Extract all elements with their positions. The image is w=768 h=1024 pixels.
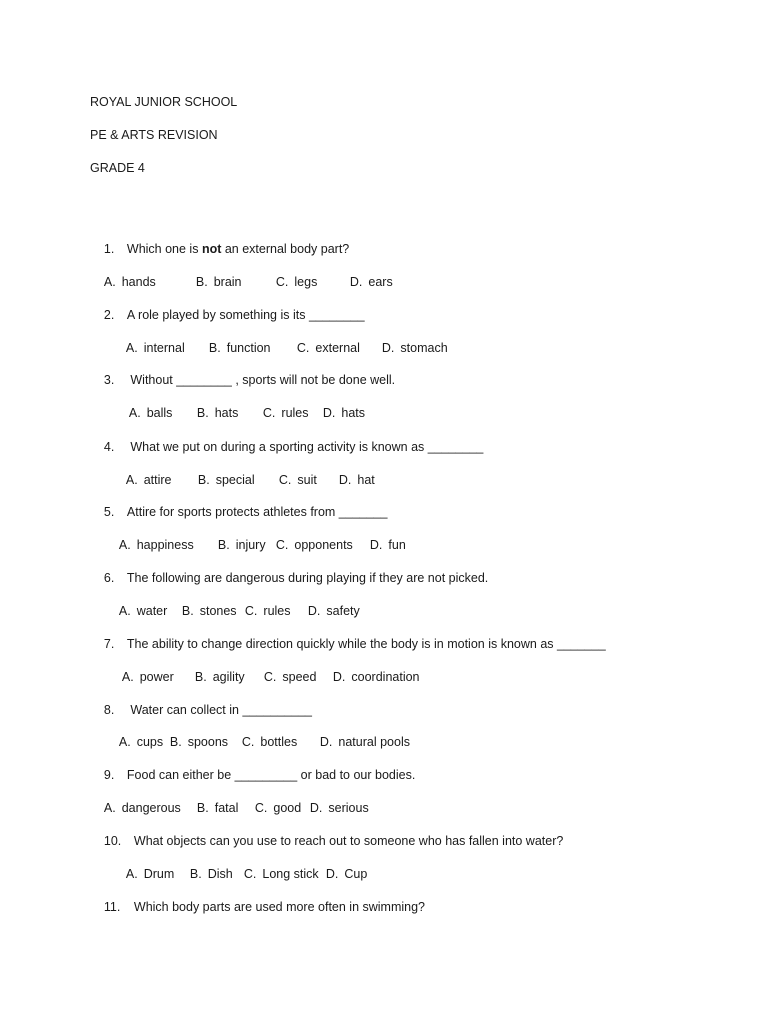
text-segment: ears bbox=[368, 275, 393, 289]
option-letter: C. bbox=[262, 406, 276, 420]
option-c bbox=[279, 472, 339, 488]
text-segment: natural pools bbox=[338, 735, 410, 749]
option-d bbox=[339, 472, 375, 488]
text-segment: function bbox=[226, 341, 271, 355]
option-b bbox=[182, 603, 245, 619]
text-segment: power bbox=[139, 670, 174, 684]
text-segment: Dish bbox=[207, 867, 233, 881]
text-segment: The ability to change direction quickly while the body is in motion is known as _______ bbox=[126, 637, 606, 651]
question-number: 6. bbox=[103, 571, 115, 585]
option-letter: D. bbox=[338, 473, 352, 487]
option-letter: B. bbox=[195, 275, 208, 289]
text-segment: hands bbox=[121, 275, 156, 289]
option-d bbox=[326, 866, 367, 882]
option-letter: D. bbox=[349, 275, 363, 289]
text-segment: an external body part? bbox=[221, 242, 350, 256]
option-b bbox=[196, 274, 276, 290]
text-segment: Long stick bbox=[262, 867, 319, 881]
question-number: 9. bbox=[103, 768, 115, 782]
text-segment: speed bbox=[282, 670, 317, 684]
option-d bbox=[310, 800, 369, 816]
option-c bbox=[297, 340, 382, 356]
option-b bbox=[198, 472, 279, 488]
text-segment: special bbox=[215, 473, 255, 487]
text-segment: serious bbox=[328, 801, 369, 815]
option-letter: B. bbox=[208, 341, 221, 355]
option-a bbox=[126, 866, 190, 882]
option-letter: C. bbox=[241, 735, 255, 749]
text-segment: bottles bbox=[260, 735, 298, 749]
option-a bbox=[119, 537, 218, 553]
option-letter: D. bbox=[309, 801, 323, 815]
text-segment: opponents bbox=[294, 538, 353, 552]
text-segment: injury bbox=[235, 538, 266, 552]
question-number: 3. bbox=[103, 373, 115, 387]
question-number: 5. bbox=[103, 505, 115, 519]
text-segment: hats bbox=[341, 406, 366, 420]
option-letter: C. bbox=[263, 670, 277, 684]
option-b bbox=[197, 405, 263, 421]
text-segment: Attire for sports protects athletes from _______ bbox=[126, 505, 388, 519]
subject-title: PE & ARTS REVISION bbox=[90, 128, 218, 142]
text-segment: Cup bbox=[344, 867, 368, 881]
text-segment: safety bbox=[326, 604, 360, 618]
option-letter: A. bbox=[103, 801, 116, 815]
option-letter: C. bbox=[254, 801, 268, 815]
school-name: ROYAL JUNIOR SCHOOL bbox=[90, 95, 238, 109]
text-segment: hat bbox=[357, 473, 375, 487]
option-letter: C. bbox=[275, 538, 289, 552]
text-segment: spoons bbox=[187, 735, 229, 749]
text-segment: Which one is bbox=[126, 242, 202, 256]
option-d bbox=[323, 405, 365, 421]
option-c bbox=[276, 537, 370, 553]
text-segment: Drum bbox=[143, 867, 175, 881]
option-letter: D. bbox=[369, 538, 383, 552]
option-a bbox=[126, 472, 198, 488]
option-letter: B. bbox=[181, 604, 194, 618]
emphasis-text: not bbox=[201, 242, 222, 256]
text-segment: cups bbox=[136, 735, 164, 749]
text-segment: fun bbox=[388, 538, 406, 552]
text-segment: legs bbox=[294, 275, 318, 289]
text-segment: water bbox=[136, 604, 168, 618]
option-d bbox=[370, 537, 406, 553]
text-segment: Which body parts are used more often in swimming? bbox=[133, 900, 426, 914]
text-segment: attire bbox=[143, 473, 172, 487]
option-b bbox=[197, 800, 255, 816]
text-segment: agility bbox=[212, 670, 245, 684]
text-segment: A role played by something is its ________ bbox=[126, 308, 365, 322]
option-letter: C. bbox=[278, 473, 292, 487]
option-d bbox=[350, 274, 393, 290]
option-a bbox=[104, 800, 197, 816]
text-segment: rules bbox=[263, 604, 291, 618]
question-number: 8. bbox=[103, 703, 115, 717]
text-segment: What we put on during a sporting activity is known as ________ bbox=[126, 440, 484, 454]
text-segment: hats bbox=[214, 406, 239, 420]
option-a bbox=[104, 274, 196, 290]
text-segment: happiness bbox=[136, 538, 194, 552]
option-letter: B. bbox=[189, 867, 202, 881]
question-number: 4. bbox=[103, 440, 115, 454]
option-c bbox=[242, 734, 320, 750]
option-a bbox=[129, 405, 197, 421]
option-letter: C. bbox=[296, 341, 310, 355]
text-segment: external bbox=[315, 341, 360, 355]
question-number: 2. bbox=[103, 308, 115, 322]
question-number: 7. bbox=[103, 637, 115, 651]
option-letter: D. bbox=[307, 604, 321, 618]
text-segment: Without ________ , sports will not be done well. bbox=[126, 373, 396, 387]
option-letter: A. bbox=[125, 341, 138, 355]
text-segment: stones bbox=[199, 604, 237, 618]
option-letter: D. bbox=[322, 406, 336, 420]
option-letter: B. bbox=[169, 735, 182, 749]
question-number: 11. bbox=[103, 900, 121, 914]
text-segment: rules bbox=[281, 406, 309, 420]
question-number: 1. bbox=[103, 242, 115, 256]
text-segment: The following are dangerous during playing if they are not picked. bbox=[126, 571, 489, 585]
text-segment: good bbox=[273, 801, 302, 815]
option-d bbox=[308, 603, 360, 619]
text-segment: Water can collect in __________ bbox=[126, 703, 312, 717]
option-letter: B. bbox=[196, 406, 209, 420]
option-letter: D. bbox=[381, 341, 395, 355]
option-d bbox=[320, 734, 410, 750]
option-letter: D. bbox=[325, 867, 339, 881]
option-a bbox=[126, 340, 209, 356]
text-segment: balls bbox=[146, 406, 173, 420]
option-letter: A. bbox=[121, 670, 134, 684]
option-letter: B. bbox=[197, 473, 210, 487]
option-c bbox=[255, 800, 310, 816]
question-number: 10. bbox=[103, 834, 122, 848]
option-b bbox=[209, 340, 297, 356]
text-segment: suit bbox=[297, 473, 317, 487]
text-segment: stomach bbox=[400, 341, 448, 355]
option-c bbox=[276, 274, 350, 290]
option-letter: B. bbox=[194, 670, 207, 684]
option-c bbox=[263, 405, 323, 421]
option-b bbox=[218, 537, 276, 553]
option-letter: A. bbox=[118, 735, 131, 749]
option-letter: C. bbox=[275, 275, 289, 289]
option-letter: A. bbox=[125, 867, 138, 881]
question-11 bbox=[90, 883, 425, 931]
text-segment: brain bbox=[213, 275, 242, 289]
option-letter: A. bbox=[128, 406, 141, 420]
option-letter: C. bbox=[244, 604, 258, 618]
option-letter: A. bbox=[118, 604, 131, 618]
option-letter: A. bbox=[118, 538, 131, 552]
option-b bbox=[170, 734, 242, 750]
text-segment: What objects can you use to reach out to someone who has fallen into water? bbox=[133, 834, 564, 848]
grade-label: GRADE 4 bbox=[90, 161, 145, 175]
option-letter: A. bbox=[103, 275, 116, 289]
text-segment: internal bbox=[143, 341, 185, 355]
option-c bbox=[244, 866, 326, 882]
option-a bbox=[122, 669, 195, 685]
option-d bbox=[333, 669, 420, 685]
text-segment: Food can either be _________ or bad to our bodies. bbox=[126, 768, 416, 782]
option-letter: D. bbox=[319, 735, 333, 749]
option-a bbox=[119, 734, 170, 750]
option-letter: B. bbox=[196, 801, 209, 815]
option-b bbox=[195, 669, 264, 685]
option-c bbox=[264, 669, 333, 685]
text-segment: dangerous bbox=[121, 801, 181, 815]
option-letter: C. bbox=[243, 867, 257, 881]
option-c bbox=[245, 603, 308, 619]
option-b bbox=[190, 866, 244, 882]
text-segment: coordination bbox=[351, 670, 420, 684]
option-letter: A. bbox=[125, 473, 138, 487]
option-letter: B. bbox=[217, 538, 230, 552]
text-segment: fatal bbox=[214, 801, 239, 815]
option-d bbox=[382, 340, 448, 356]
option-letter: D. bbox=[332, 670, 346, 684]
option-a bbox=[119, 603, 182, 619]
